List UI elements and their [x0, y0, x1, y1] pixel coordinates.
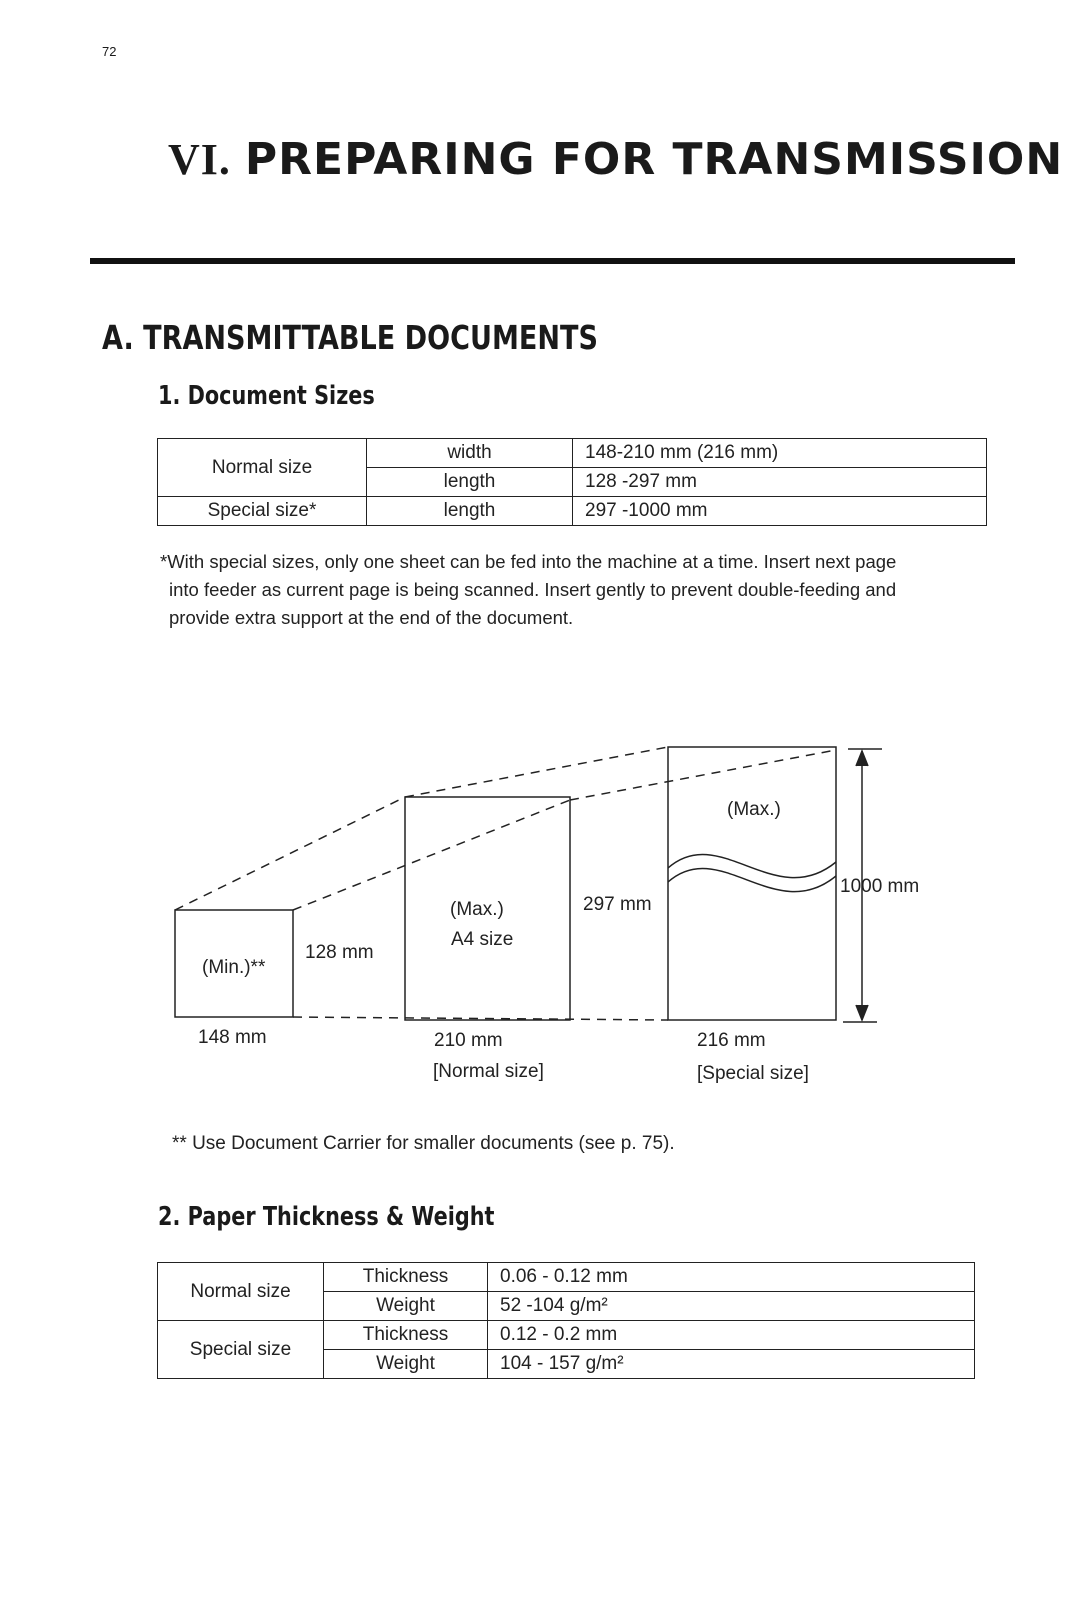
perspective-lines [175, 747, 836, 1020]
section-heading: A. TRANSMITTABLE DOCUMENTS [102, 318, 598, 357]
chapter-name: PREPARING FOR TRANSMISSION [244, 134, 1064, 185]
dimension-cell: length [367, 497, 573, 526]
row-label: Special size* [158, 497, 367, 526]
carrier-note: ** Use Document Carrier for smaller documents (see p. 75). [172, 1133, 675, 1154]
note-line: into feeder as current page is being scanned. Insert gently to prevent double-feeding and [169, 579, 897, 600]
table-row [158, 1263, 975, 1292]
row-label: Normal size [158, 439, 367, 497]
a4-width-label: 210 mm [434, 1030, 503, 1051]
a4-height-label: 297 mm [583, 894, 652, 915]
row-label: Normal size [158, 1263, 324, 1321]
a4-max-label: (Max.) [450, 899, 504, 920]
property-cell: Weight [324, 1350, 488, 1379]
dimension-cell: width [367, 439, 573, 468]
special-max-label: (Max.) [727, 799, 781, 820]
property-cell: Thickness [324, 1263, 488, 1292]
chapter-numeral: VI. [168, 135, 231, 184]
property-cell: Weight [324, 1292, 488, 1321]
special-height-label: 1000 mm [840, 876, 920, 897]
value-cell: 104 - 157 g/m² [488, 1350, 975, 1379]
note-line: *With special sizes, only one sheet can be fed into the machine at a time. Insert next page [160, 551, 897, 572]
special-size-caption: [Special size] [697, 1063, 809, 1084]
special-size-box [668, 747, 836, 1020]
table-row [158, 1321, 975, 1350]
min-label: (Min.)** [202, 957, 266, 978]
document-sizes-heading: 1. Document Sizes [158, 381, 375, 411]
page-number: 72 [102, 44, 117, 59]
a4-size-label: A4 size [451, 929, 514, 950]
dimension-cell: length [367, 468, 573, 497]
property-cell: Thickness [324, 1321, 488, 1350]
special-width-label: 216 mm [697, 1030, 766, 1051]
value-cell: 0.06 - 0.12 mm [488, 1263, 975, 1292]
value-cell: 128 -297 mm [573, 468, 987, 497]
normal-size-caption: [Normal size] [433, 1061, 544, 1082]
value-cell: 297 -1000 mm [573, 497, 987, 526]
value-cell: 148-210 mm (216 mm) [573, 439, 987, 468]
paper-thickness-table [157, 1262, 975, 1379]
note-line: provide extra support at the end of the document. [169, 607, 574, 628]
min-width-label: 148 mm [198, 1027, 267, 1048]
value-cell: 52 -104 g/m² [488, 1292, 975, 1321]
value-cell: 0.12 - 0.2 mm [488, 1321, 975, 1350]
row-label: Special size [158, 1321, 324, 1379]
break-wave-bottom [668, 868, 836, 891]
min-height-label: 128 mm [305, 942, 374, 963]
paper-thickness-heading: 2. Paper Thickness & Weight [158, 1202, 495, 1232]
break-wave-top [668, 854, 836, 877]
